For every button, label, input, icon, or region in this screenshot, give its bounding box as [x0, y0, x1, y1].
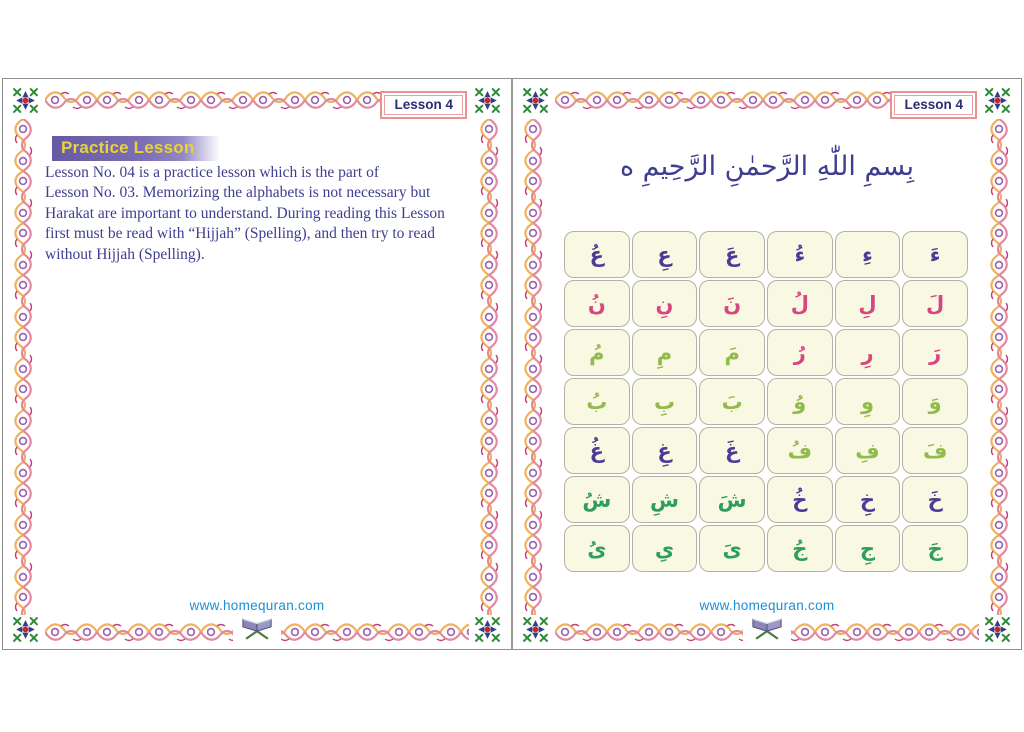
- book-spread: [2, 78, 1022, 650]
- lesson-badge: [890, 91, 977, 119]
- bismillah-text: بِسمِ اللّٰهِ الرَّحمٰنِ الرَّحِيمِ ه: [619, 151, 915, 182]
- grid-cell-letter: غِ: [632, 427, 698, 474]
- paragraph-line: Lesson No. 04 is a practice lesson which is the part of: [45, 164, 380, 181]
- grid-cell-letter: لَ: [902, 280, 968, 327]
- right-page: [511, 79, 1021, 649]
- page-title: Practice Lesson: [52, 136, 220, 161]
- grid-cell-letter: نَ: [699, 280, 765, 327]
- grid-cell-letter: لِ: [835, 280, 901, 327]
- vine-border-left: [523, 119, 544, 615]
- paragraph-line: Lesson No. 03. Memorizing the alphabets is not necessary but: [45, 184, 431, 202]
- grid-cell-letter: جِ: [835, 525, 901, 572]
- grid-cell-letter: خُ: [767, 476, 833, 523]
- website-link[interactable]: www.homequran.com: [189, 598, 325, 613]
- grid-cell-letter: عِ: [632, 231, 698, 278]
- grid-cell-letter: فِ: [835, 427, 901, 474]
- rehal-icon: [233, 616, 281, 642]
- lesson-badge: [380, 91, 467, 119]
- grid-cell-letter: نُ: [564, 280, 630, 327]
- rehal-icon: [743, 616, 791, 642]
- corner-ornament-icon: [12, 87, 39, 114]
- grid-cell-letter: خَ: [902, 476, 968, 523]
- corner-ornament-icon: [984, 616, 1011, 643]
- grid-cell-letter: خِ: [835, 476, 901, 523]
- grid-cell-letter: ءِ: [835, 231, 901, 278]
- vine-border-left: [13, 119, 34, 615]
- grid-cell-letter: وَ: [902, 378, 968, 425]
- grid-cell-letter: ىُ: [564, 525, 630, 572]
- grid-cell-letter: غُ: [564, 427, 630, 474]
- grid-cell-letter: جُ: [767, 525, 833, 572]
- paragraph-line: without Hijjah (Spelling).: [45, 245, 205, 263]
- corner-ornament-icon: [522, 616, 549, 643]
- grid-cell-letter: بِ: [632, 378, 698, 425]
- grid-cell-letter: شَ: [699, 476, 765, 523]
- corner-ornament-icon: [12, 616, 39, 643]
- lesson-description: [45, 163, 493, 265]
- grid-cell-letter: رَ: [902, 329, 968, 376]
- grid-cell-letter: فُ: [767, 427, 833, 474]
- paragraph-line: Harakat are important to understand. During reading this Lesson: [45, 204, 445, 222]
- left-page: [3, 79, 511, 649]
- grid-cell-letter: ءَ: [902, 231, 968, 278]
- grid-cell-letter: مَ: [699, 329, 765, 376]
- lesson-badge-label: Lesson 4: [384, 95, 463, 115]
- corner-ornament-icon: [474, 616, 501, 643]
- corner-ornament-icon: [984, 87, 1011, 114]
- grid-cell-letter: لُ: [767, 280, 833, 327]
- grid-cell-letter: وِ: [835, 378, 901, 425]
- lesson-badge-label: Lesson 4: [894, 95, 973, 115]
- corner-ornament-icon: [522, 87, 549, 114]
- grid-cell-letter: غَ: [699, 427, 765, 474]
- grid-cell-letter: بُ: [564, 378, 630, 425]
- grid-cell-letter: فَ: [902, 427, 968, 474]
- grid-cell-letter: عَ: [699, 231, 765, 278]
- grid-cell-letter: وُ: [767, 378, 833, 425]
- grid-cell-letter: مُ: [564, 329, 630, 376]
- corner-ornament-icon: [474, 87, 501, 114]
- grid-cell-letter: شُ: [564, 476, 630, 523]
- website-link[interactable]: www.homequran.com: [699, 598, 835, 613]
- grid-cell-letter: ىَ: [699, 525, 765, 572]
- grid-cell-letter: عُ: [564, 231, 630, 278]
- grid-cell-letter: شِ: [632, 476, 698, 523]
- grid-cell-letter: رِ: [835, 329, 901, 376]
- grid-cell-letter: جَ: [902, 525, 968, 572]
- grid-cell-letter: رُ: [767, 329, 833, 376]
- vine-border-right: [989, 119, 1010, 615]
- alphabet-grid: [564, 231, 968, 572]
- grid-cell-letter: نِ: [632, 280, 698, 327]
- vine-border-top: [555, 90, 893, 111]
- grid-cell-letter: بَ: [699, 378, 765, 425]
- grid-cell-letter: ءُ: [767, 231, 833, 278]
- vine-border-top: [45, 90, 383, 111]
- grid-cell-letter: مِ: [632, 329, 698, 376]
- grid-cell-letter: ىِ: [632, 525, 698, 572]
- paragraph-line: first must be read with “Hijjah” (Spelling), and then try to read: [45, 225, 435, 243]
